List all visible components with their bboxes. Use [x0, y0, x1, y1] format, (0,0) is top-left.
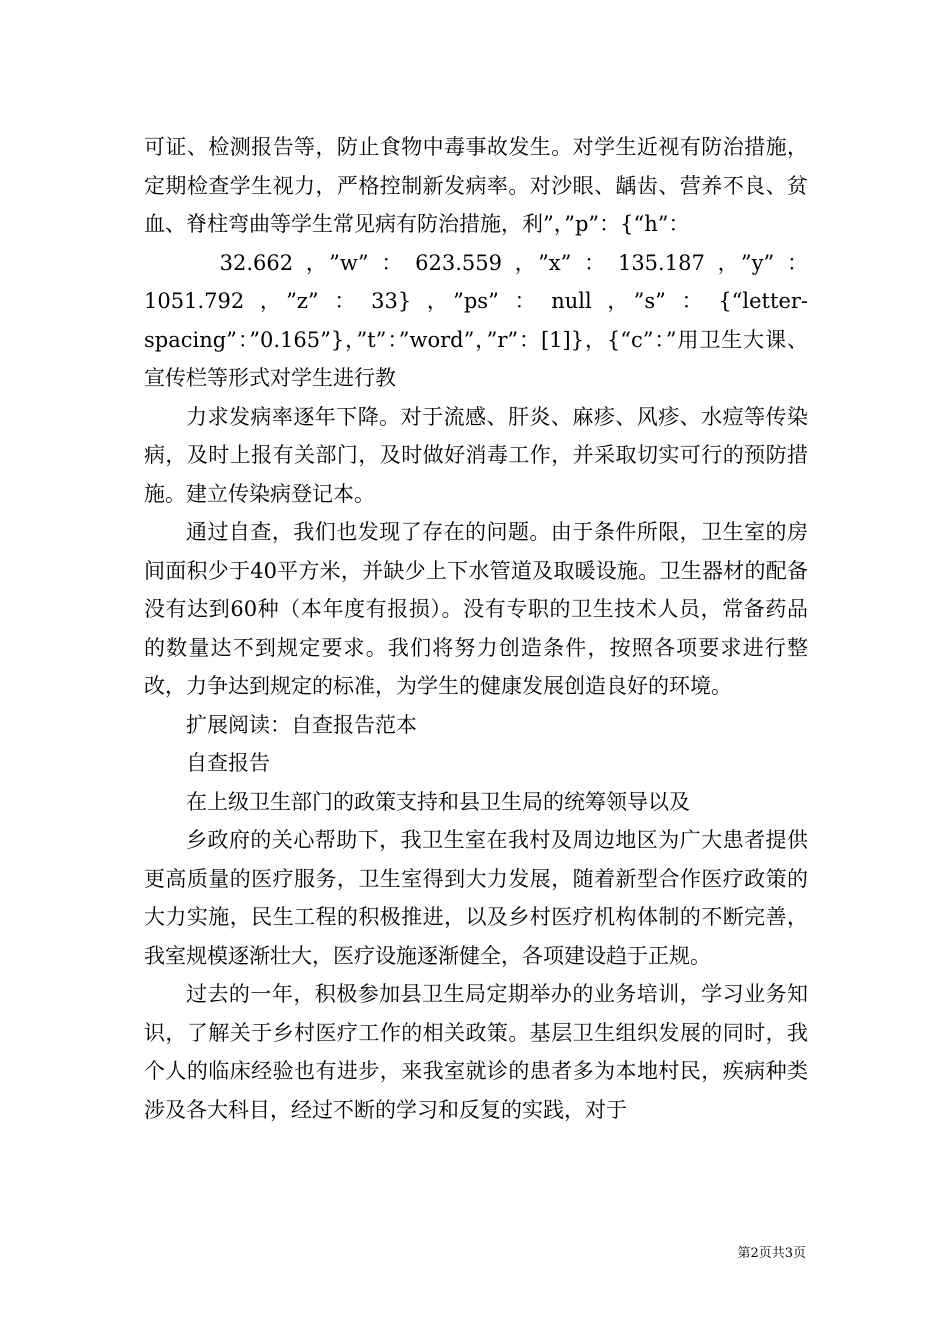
paragraph-1: 可证、检测报告等，防止食物中毒事故发生。对学生近视有防治措施，定期检查学生视力，严格控制新发病率。对沙眼、龋齿、营养不良、贫血、脊柱弯曲等学生常见病有防治措施，利”，”p”：{“h”：	[144, 135, 808, 236]
paragraph-4: 通过自查，我们也发现了存在的问题。由于条件所限，卫生室的房间面积少于40平方米，并缺少上下水管道及取暖设施。卫生器材的配备没有达到60种（本年度有报损）。没有专职的卫生技术人员，常备药品的数量达不到规定要求。我们将努力创造条件，按照各项要求进行整改，力争达到规定的标准，为学生的健康发展创造良好的环境。	[144, 520, 808, 698]
paragraph-7: 在上级卫生部门的政策支持和县卫生局的统筹领导以及	[186, 789, 690, 814]
paragraph-8: 乡政府的关心帮助下，我卫生室在我村及周边地区为广大患者提供更高质量的医疗服务，卫生室得到大力发展，随着新型合作医疗政策的大力实施，民生工程的积极推进，以及乡村医疗机构体制的不断完善，我室规模逐渐壮大，医疗设施逐渐健全，各项建设趋于正规。	[144, 828, 808, 968]
document-body	[144, 128, 808, 1129]
page-number: 第2页共3页	[737, 1246, 806, 1261]
paragraph-3: 力求发病率逐年下降。对于流感、肝炎、麻疹、风疹、水痘等传染病，及时上报有关部门，及时做好消毒工作，并采取切实可行的预防措施。建立传染病登记本。	[144, 404, 808, 506]
paragraph-6: 自查报告	[186, 751, 270, 775]
paragraph-5: 扩展阅读：自查报告范本	[186, 712, 417, 737]
paragraph-9: 过去的一年，积极参加县卫生局定期举办的业务培训，学习业务知识，了解关于乡村医疗工作的相关政策。基层卫生组织发展的同时，我个人的临床经验也有进步，来我室就诊的患者多为本地村民，疾病种类涉及各大科目，经过不断的学习和反复的实践，对于	[144, 982, 808, 1122]
paragraph-2: 32.662，”w”：623.559，”x”：135.187，”y”：1051.792，”z”：33}，”ps”：null，”s”：{“letter-spacing”：”0.165”}，”t”：”word”，”r”：[1]}，{“c”：”用卫生大课、宣传栏等形式对学生进行教	[144, 250, 808, 390]
